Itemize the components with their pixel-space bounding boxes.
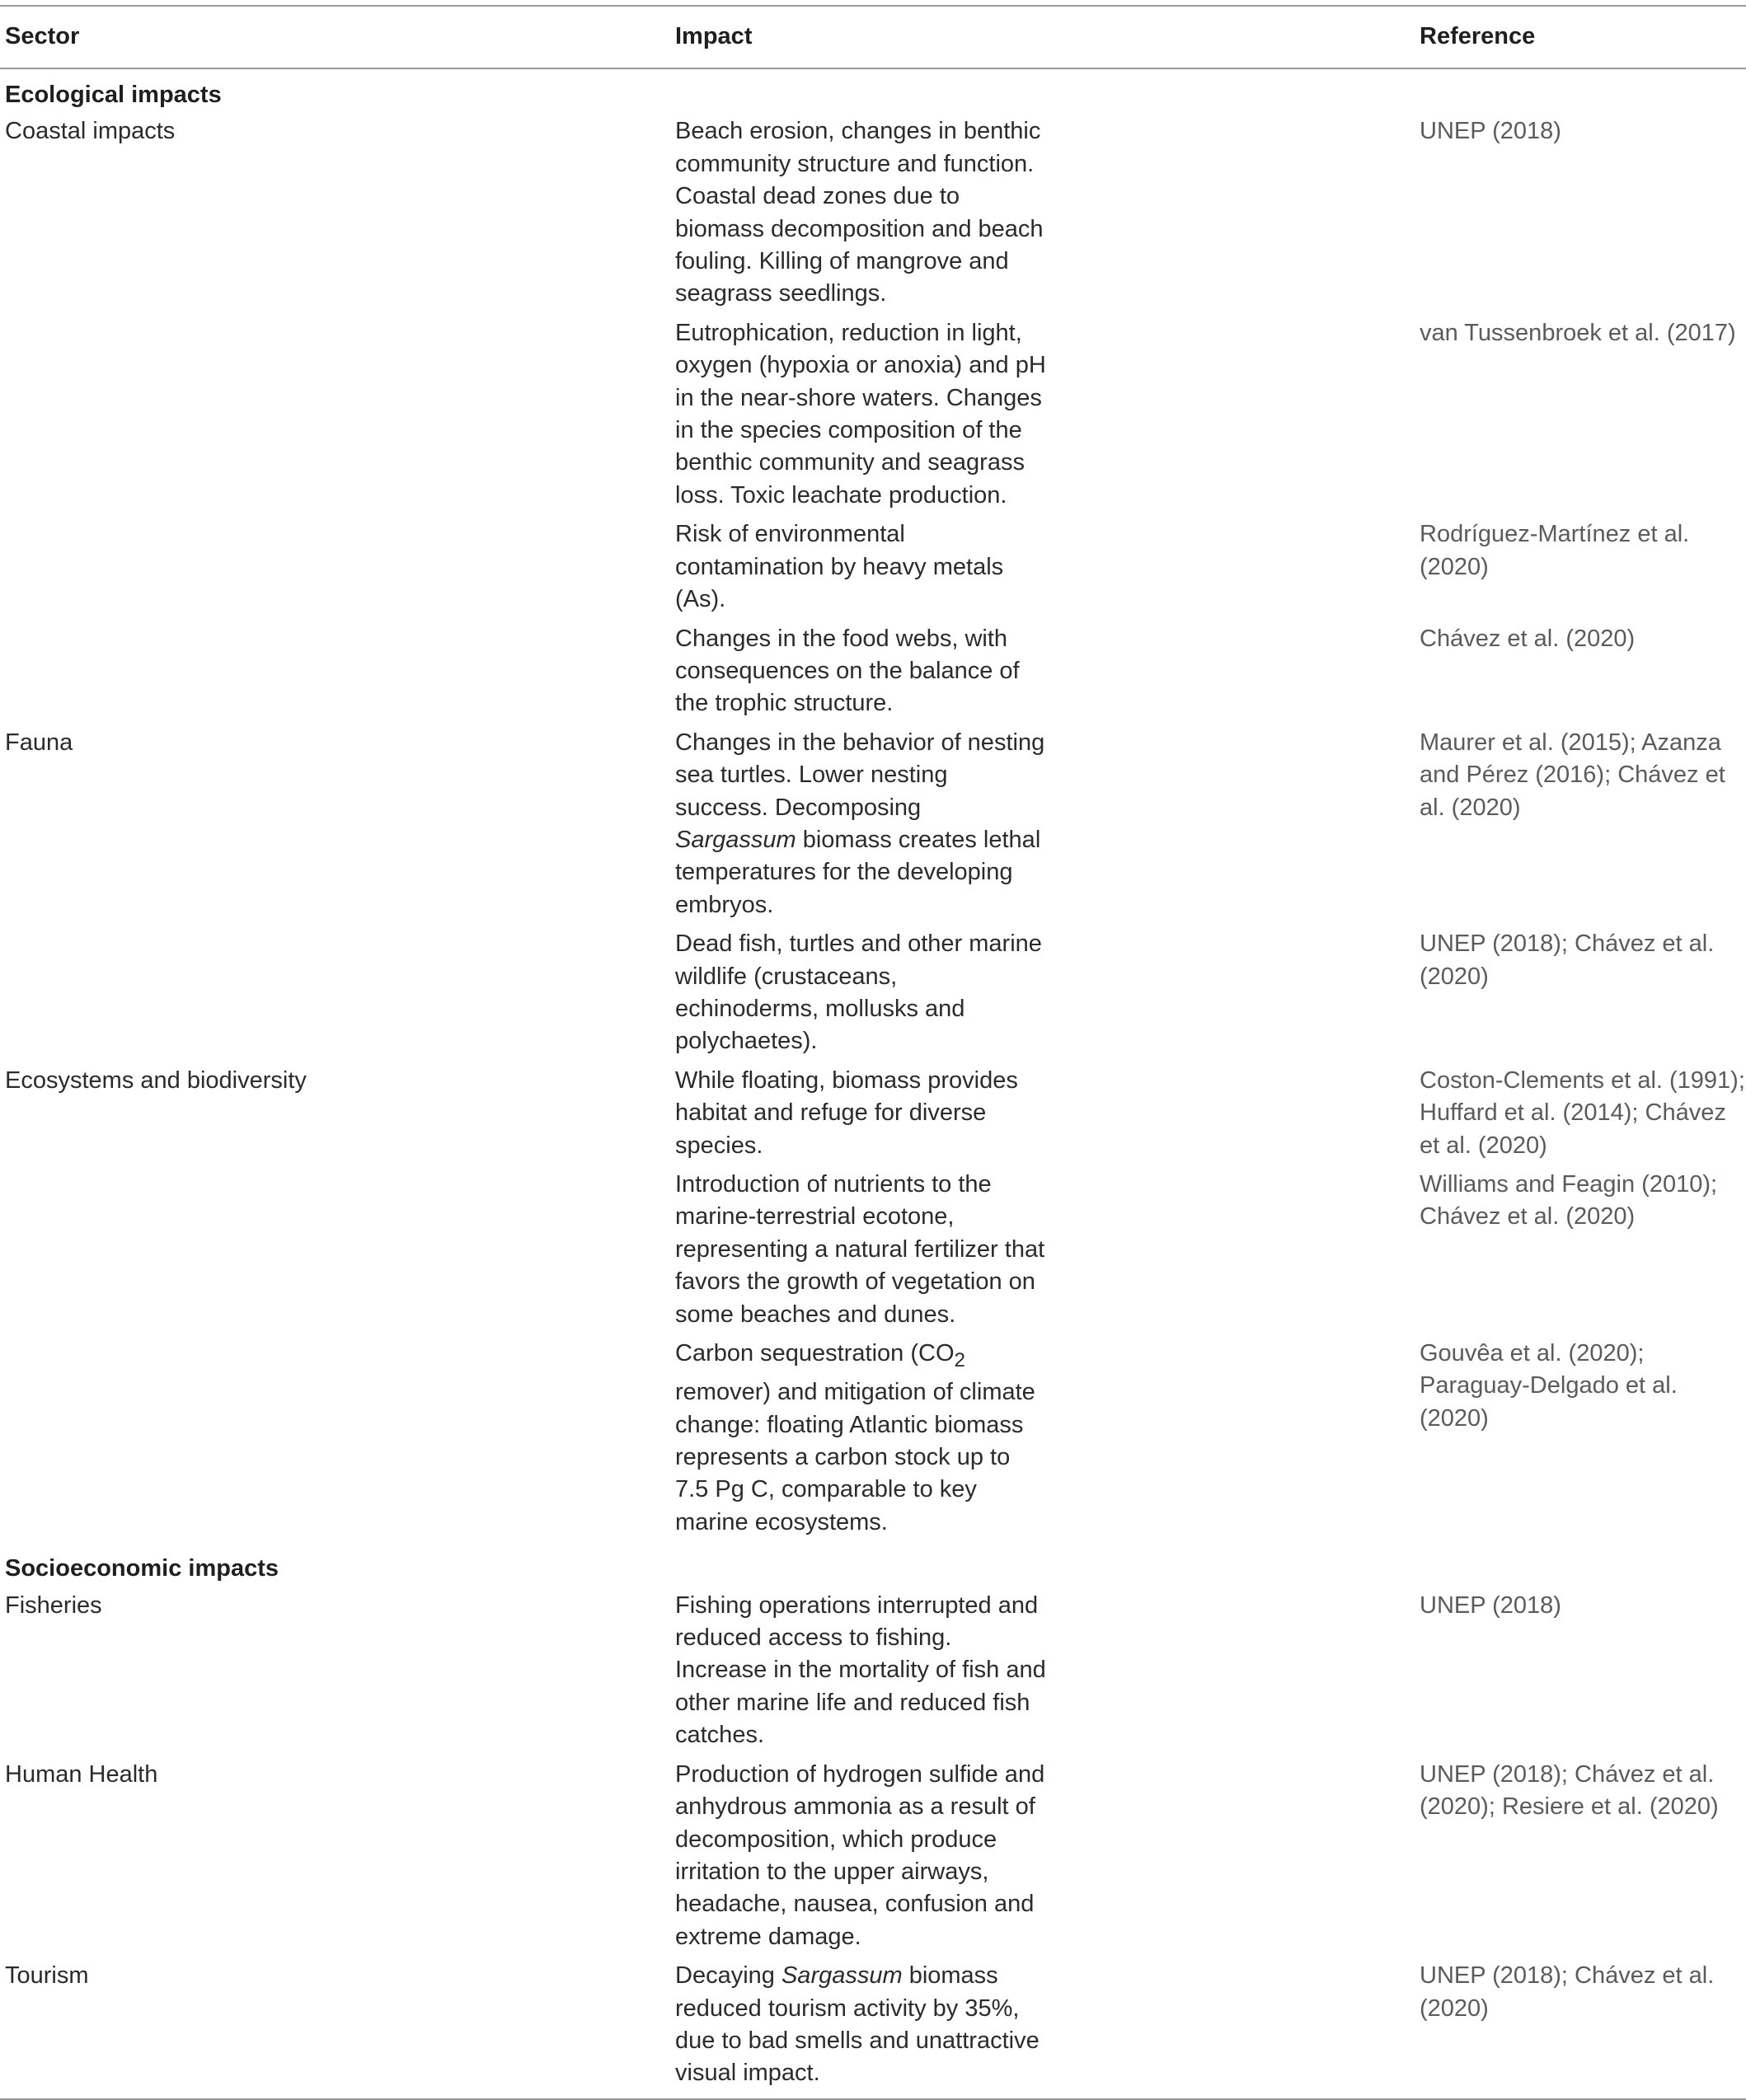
reference-cell	[1415, 1166, 1746, 1335]
impact-text-part: biomass reduced tourism activity by 35%, due to bad smells and unattractive visual impact.	[675, 1962, 1040, 2087]
impact-cell	[670, 621, 1415, 724]
reference-text: Gouvêa et al. (2020); Paraguay-Delgado et al. (2020)	[1420, 1340, 1678, 1432]
species-name-italic: Sargassum	[781, 1962, 903, 1990]
table-row	[0, 516, 1746, 620]
impact-cell	[670, 516, 1415, 620]
sector-cell: Coastal impacts	[5, 118, 176, 145]
table-row	[0, 1756, 1746, 1957]
impact-cell	[670, 113, 1415, 314]
table-row	[0, 1957, 1746, 2099]
header-impact: Impact	[670, 6, 1415, 68]
sector-cell	[0, 621, 670, 724]
table-row	[0, 113, 1746, 314]
sector-cell: Fauna	[5, 729, 73, 756]
reference-text: UNEP (2018); Chávez et al. (2020)	[1420, 930, 1715, 990]
impact-cell	[670, 1957, 1415, 2099]
impact-cell	[670, 1587, 1415, 1756]
sector-cell	[0, 516, 670, 620]
header-reference: Reference	[1415, 6, 1746, 68]
impact-cell	[670, 1335, 1415, 1543]
header-row	[0, 6, 1746, 68]
impact-text-part: Decaying	[675, 1962, 781, 1990]
sector-cell	[0, 315, 670, 516]
reference-text: van Tussenbroek et al. (2017)	[1420, 319, 1736, 346]
species-name-italic: Sargassum	[675, 826, 796, 853]
reference-cell	[1415, 1587, 1746, 1756]
reference-cell	[1415, 926, 1746, 1062]
header-sector: Sector	[0, 6, 670, 68]
impact-text: Beach erosion, changes in benthic community structure and function. Coastal dead zones due to biomass decomposition and beach fouling. Killing of mangrove and seagrass seedlings.	[675, 118, 1044, 307]
sector-cell	[0, 926, 670, 1062]
table-row	[0, 1166, 1746, 1335]
table-row	[0, 315, 1746, 516]
table-row	[0, 1062, 1746, 1166]
table-row	[0, 1587, 1746, 1756]
impact-cell	[670, 926, 1415, 1062]
reference-cell	[1415, 516, 1746, 620]
sector-cell	[0, 1335, 670, 1543]
table-body	[0, 68, 1746, 2099]
impact-text	[675, 1338, 1046, 1539]
impact-cell	[670, 1756, 1415, 1957]
impact-text: Production of hydrogen sulfide and anhydrous ammonia as a result of decomposition, which produce irritation to the upper airways, headache, nausea, confusion and extreme damage.	[675, 1760, 1045, 1950]
section-title: Socioeconomic impacts	[5, 1555, 279, 1582]
impact-text: Eutrophication, reduction in light, oxygen (hypoxia or anoxia) and pH in the near-shore waters. Changes in the species composition of the benthic community and seagrass loss. Toxic leachate production.	[675, 319, 1046, 509]
impact-text: Fishing operations interrupted and reduced access to fishing. Increase in the mortality of fish and other marine life and reduced fish catches.	[675, 1591, 1046, 1749]
sector-cell: Human Health	[5, 1760, 158, 1788]
reference-text: UNEP (2018)	[1420, 118, 1561, 145]
impact-cell	[670, 1166, 1415, 1335]
reference-text: Williams and Feagin (2010); Chávez et al. (2020)	[1420, 1171, 1718, 1230]
impact-text-part: Changes in the behavior of nesting sea turtles. Lower nesting success. Decomposing	[675, 729, 1045, 821]
impact-text: Changes in the food webs, with consequences on the balance of the trophic structure.	[675, 625, 1020, 717]
table-row	[0, 926, 1746, 1062]
section-row-ecological	[0, 68, 1746, 113]
sector-cell: Fisheries	[5, 1591, 102, 1619]
table-row	[0, 621, 1746, 724]
reference-text: Maurer et al. (2015); Azanza and Pérez (2016); Chávez et al. (2020)	[1420, 729, 1725, 821]
impacts-table	[0, 5, 1746, 2100]
reference-cell	[1415, 1335, 1746, 1543]
table-header	[0, 6, 1746, 68]
reference-text: UNEP (2018)	[1420, 1591, 1561, 1619]
impact-text: Risk of environmental contamination by heavy metals (As).	[675, 521, 1004, 613]
impact-text	[675, 727, 1046, 921]
reference-text: Coston-Clements et al. (1991); Huffard et al. (2014); Chávez et al. (2020)	[1420, 1066, 1745, 1159]
reference-cell	[1415, 113, 1746, 314]
reference-text: UNEP (2018); Chávez et al. (2020); Resiere et al. (2020)	[1420, 1760, 1719, 1821]
impact-text-part: Carbon sequestration (CO	[675, 1340, 955, 1367]
impact-text: While floating, biomass provides habitat and refuge for diverse species.	[675, 1066, 1018, 1159]
reference-cell	[1415, 1957, 1746, 2099]
reference-text: Rodríguez-Martínez et al. (2020)	[1420, 521, 1690, 580]
impact-cell	[670, 315, 1415, 516]
impact-text	[675, 1960, 1046, 2090]
subscript-2: 2	[954, 1348, 965, 1371]
section-row-socioeconomic	[0, 1543, 1746, 1587]
section-title: Ecological impacts	[5, 82, 222, 108]
sector-cell: Tourism	[5, 1962, 89, 1990]
reference-cell	[1415, 1756, 1746, 1957]
reference-cell	[1415, 1062, 1746, 1166]
reference-cell	[1415, 724, 1746, 926]
sector-cell: Ecosystems and biodiversity	[5, 1066, 307, 1094]
table-row	[0, 1335, 1746, 1543]
impact-cell	[670, 1062, 1415, 1166]
impact-text-part: biomass creates lethal temperatures for the developing embryos.	[675, 826, 1041, 918]
reference-cell	[1415, 315, 1746, 516]
table-row	[0, 724, 1746, 926]
reference-text: UNEP (2018); Chávez et al. (2020)	[1420, 1962, 1715, 2022]
reference-cell	[1415, 621, 1746, 724]
reference-text: Chávez et al. (2020)	[1420, 625, 1636, 652]
impact-text: Dead fish, turtles and other marine wildlife (crustaceans, echinoderms, mollusks and polychaetes).	[675, 930, 1042, 1055]
sector-cell	[0, 1166, 670, 1335]
impact-cell	[670, 724, 1415, 926]
impact-text: Introduction of nutrients to the marine-terrestrial ecotone, representing a natural fertilizer that favors the growth of vegetation on some beaches and dunes.	[675, 1171, 1045, 1328]
impact-text-part: remover) and mitigation of climate change: floating Atlantic biomass represents a carbon stock up to 7.5 Pg C, comparable to key marine ecosystems.	[675, 1379, 1035, 1535]
